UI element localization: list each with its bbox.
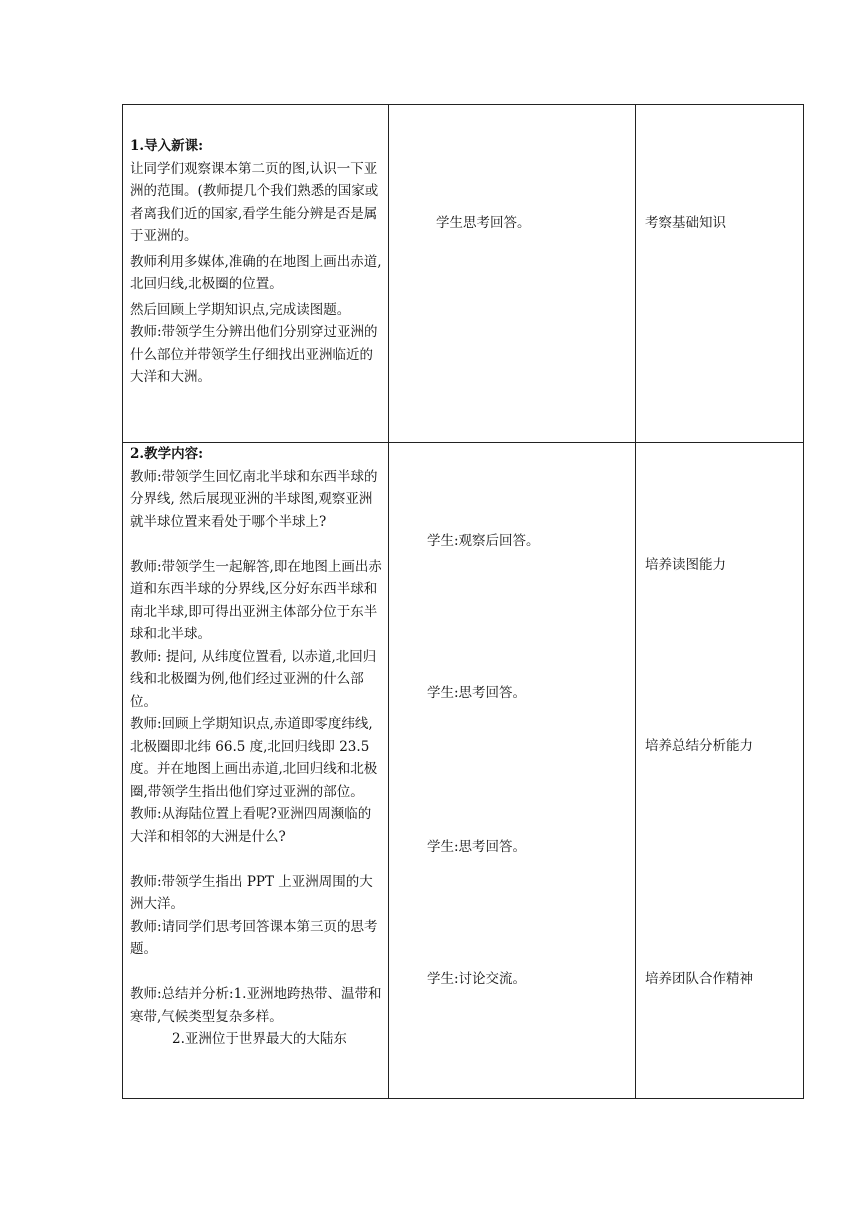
table-row <box>123 443 804 1099</box>
paragraph: 2.亚洲位于世界最大的大陆东 <box>172 1031 347 1047</box>
student-activity-text: 学生:观察后回答。 <box>427 533 540 549</box>
design-purpose-text: 培养团队合作精神 <box>645 971 753 987</box>
design-purpose-cell <box>636 443 804 1099</box>
paragraph: 教师利用多媒体,准确的在地图上画出赤道,北回归线,北极圈的位置。 <box>130 253 382 292</box>
paragraph: 让同学们观察课本第二页的图,认识一下亚洲的范围。(教师提几个我们熟悉的国家或者离我们近的国家,看学生能分辨是否是属于亚洲的。 <box>130 160 379 244</box>
blank-line <box>130 533 382 556</box>
paragraph: 教师:回顾上学期知识点,赤道即零度纬线, 北极圈即北纬 66.5 度,北回归线即 23.5 度。并在地图上画出赤道,北回归线和北极圈,带领学生指出他们穿过亚洲的部位。 <box>130 716 378 800</box>
paragraph: 教师:带领学生分辨出他们分别穿过亚洲的什么部位并带领学生仔细找出亚洲临近的大洋和大洲。 <box>130 324 378 385</box>
lesson-plan-table <box>122 104 804 1099</box>
student-activity-cell <box>389 105 636 443</box>
design-purpose-text: 培养总结分析能力 <box>645 738 753 754</box>
paragraph: 然后回顾上学期知识点,完成读图题。 <box>130 301 351 318</box>
teacher-activity-cell <box>123 105 389 443</box>
student-activity-cell <box>389 443 636 1099</box>
student-activity-text: 学生:讨论交流。 <box>427 971 527 987</box>
design-purpose-cell <box>636 105 804 443</box>
blank-line <box>130 848 382 871</box>
paragraph: 教师:带领学生回忆南北半球和东西半球的分界线, 然后展现亚洲的半球图,观察亚洲就半球位置来看处于哪个半球上? <box>130 468 378 530</box>
student-activity-text: 学生:思考回答。 <box>427 839 527 855</box>
design-purpose-text: 考察基础知识 <box>645 215 726 231</box>
design-purpose-text: 培养读图能力 <box>645 557 726 573</box>
teacher-activity-cell <box>123 443 389 1099</box>
paragraph: 教师:带领学生指出 PPT 上亚洲周围的大洲大洋。 <box>130 873 373 912</box>
paragraph: 教师:带领学生一起解答,即在地图上画出赤道和东西半球的分界线,区分好东西半球和南北半球,即可得出亚洲主体部分位于东半球和北半球。 <box>130 558 382 642</box>
paragraph: 教师:总结并分析:1.亚洲地跨热带、温带和寒带,气候类型复杂多样。 <box>130 986 382 1025</box>
section-heading: 1.导入新课: <box>130 138 204 154</box>
table-row <box>123 105 804 443</box>
paragraph: 教师: 提问, 从纬度位置看, 以赤道,北回归线和北极圈为例,他们经过亚洲的什么部位。 <box>130 648 377 710</box>
paragraph: 教师:从海陆位置上看呢?亚洲四周濒临的大洋和相邻的大洲是什么? <box>130 806 372 845</box>
student-activity-text: 学生:思考回答。 <box>427 685 527 701</box>
student-activity-text: 学生思考回答。 <box>436 215 531 231</box>
paragraph: 教师:请同学们思考回答课本第三页的思考题。 <box>130 918 378 957</box>
blank-line <box>130 961 382 984</box>
section-heading: 2.教学内容: <box>130 446 204 462</box>
